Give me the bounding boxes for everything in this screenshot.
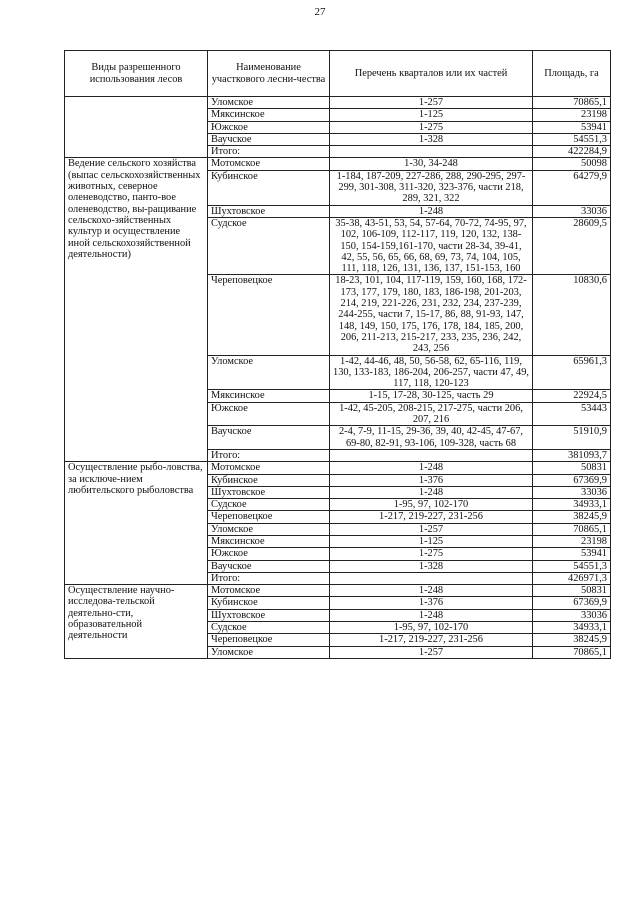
quarters-cell: 1-328 (330, 133, 533, 145)
table-row (65, 97, 611, 109)
table-body (65, 97, 611, 659)
total-area-cell: 426971,3 (533, 572, 611, 584)
area-cell: 70865,1 (533, 97, 611, 109)
total-area-cell: 422284,9 (533, 146, 611, 158)
area-cell: 10830,6 (533, 275, 611, 355)
quarters-cell: 1-257 (330, 97, 533, 109)
use-type-cell: Ведение сельского хозяйства (выпас сельскохозяйственных животных, северное оленеводство, панто-вое оленеводство, вы-ращивание сельскохо-зяйственных культур и осуществление иной сельскохозяйственной деятельности) (65, 158, 208, 462)
area-cell: 51910,9 (533, 426, 611, 450)
header-forestry-name: Наименование участкового лесни-чества (208, 51, 330, 97)
total-empty-cell (330, 449, 533, 461)
area-cell: 54551,3 (533, 560, 611, 572)
area-cell: 34933,1 (533, 499, 611, 511)
header-use: Виды разрешенного использования лесов (65, 51, 208, 97)
area-cell: 65961,3 (533, 355, 611, 390)
forestry-name-cell: Кубинское (208, 597, 330, 609)
total-area-cell: 381093,7 (533, 449, 611, 461)
quarters-cell: 1-42, 44-46, 48, 50, 56-58, 62, 65-116, 119, 130, 133-183, 186-204, 206-257, части 47, 49, 117, 118, 120-123 (330, 355, 533, 390)
area-cell: 53443 (533, 402, 611, 426)
quarters-cell: 1-257 (330, 646, 533, 658)
total-empty-cell (330, 572, 533, 584)
quarters-cell: 18-23, 101, 104, 117-119, 159, 160, 168, 172-173, 177, 179, 180, 183, 186-198, 201-203, 214, 219, 221-226, 231, 232, 234, 237-239, 244-255, части 7, 15-17, 86, 88, 91-93, 147, 148, 149, 150, 175, 176, 178, 184, 185, 200, 206, 211-213, 215-217, 233, 235, 236, 242, 243, 256 (330, 275, 533, 355)
quarters-cell: 1-95, 97, 102-170 (330, 499, 533, 511)
forestry-name-cell: Судское (208, 622, 330, 634)
forestry-name-cell: Судское (208, 217, 330, 274)
quarters-cell: 1-125 (330, 535, 533, 547)
area-cell: 50098 (533, 158, 611, 170)
quarters-cell: 1-248 (330, 486, 533, 498)
forestry-name-cell: Шухтовское (208, 609, 330, 621)
area-cell: 54551,3 (533, 133, 611, 145)
forestry-name-cell: Южское (208, 121, 330, 133)
forestry-name-cell: Мяксинское (208, 109, 330, 121)
total-label: Итого: (208, 449, 330, 461)
forestry-name-cell: Уломское (208, 523, 330, 535)
quarters-cell: 1-184, 187-209, 227-286, 288, 290-295, 297-299, 301-308, 311-320, 323-376, части 218, 289, 321, 322 (330, 170, 533, 205)
forestry-name-cell: Судское (208, 499, 330, 511)
area-cell: 70865,1 (533, 523, 611, 535)
forest-use-table (64, 50, 611, 659)
forestry-name-cell: Череповецкое (208, 511, 330, 523)
quarters-cell: 1-248 (330, 205, 533, 217)
area-cell: 22924,5 (533, 390, 611, 402)
area-cell: 67369,9 (533, 474, 611, 486)
quarters-cell: 1-275 (330, 548, 533, 560)
quarters-cell: 1-95, 97, 102-170 (330, 622, 533, 634)
quarters-cell: 1-248 (330, 462, 533, 474)
quarters-cell: 1-217, 219-227, 231-256 (330, 634, 533, 646)
forestry-name-cell: Шухтовское (208, 486, 330, 498)
area-cell: 33036 (533, 205, 611, 217)
forestry-name-cell: Уломское (208, 646, 330, 658)
table-row (65, 585, 611, 597)
page-number: 27 (314, 6, 326, 18)
area-cell: 70865,1 (533, 646, 611, 658)
area-cell: 28609,5 (533, 217, 611, 274)
total-label: Итого: (208, 572, 330, 584)
area-cell: 33036 (533, 609, 611, 621)
header-quarters: Перечень кварталов или их частей (330, 51, 533, 97)
area-cell: 34933,1 (533, 622, 611, 634)
total-label: Итого: (208, 146, 330, 158)
quarters-cell: 1-15, 17-28, 30-125, часть 29 (330, 390, 533, 402)
forestry-name-cell: Уломское (208, 355, 330, 390)
quarters-cell: 1-248 (330, 585, 533, 597)
use-type-cell (65, 97, 208, 158)
area-cell: 50831 (533, 585, 611, 597)
forestry-name-cell: Южское (208, 548, 330, 560)
total-empty-cell (330, 146, 533, 158)
quarters-cell: 1-257 (330, 523, 533, 535)
area-cell: 64279,9 (533, 170, 611, 205)
forestry-name-cell: Южское (208, 402, 330, 426)
area-cell: 67369,9 (533, 597, 611, 609)
forestry-name-cell: Ваучское (208, 560, 330, 572)
forestry-name-cell: Ваучское (208, 426, 330, 450)
area-cell: 50831 (533, 462, 611, 474)
quarters-cell: 1-125 (330, 109, 533, 121)
forestry-name-cell: Кубинское (208, 170, 330, 205)
area-cell: 38245,9 (533, 511, 611, 523)
forestry-name-cell: Мотомское (208, 158, 330, 170)
quarters-cell: 1-30, 34-248 (330, 158, 533, 170)
quarters-cell: 1-376 (330, 597, 533, 609)
quarters-cell: 1-275 (330, 121, 533, 133)
area-cell: 23198 (533, 535, 611, 547)
quarters-cell: 1-42, 45-205, 208-215, 217-275, части 206, 207, 216 (330, 402, 533, 426)
table-header-row (65, 51, 611, 97)
table-row (65, 158, 611, 170)
forestry-name-cell: Череповецкое (208, 275, 330, 355)
forestry-name-cell: Уломское (208, 97, 330, 109)
area-cell: 53941 (533, 121, 611, 133)
forestry-name-cell: Мяксинское (208, 535, 330, 547)
table-row (65, 462, 611, 474)
area-cell: 38245,9 (533, 634, 611, 646)
area-cell: 53941 (533, 548, 611, 560)
use-type-cell: Осуществление научно-исследова-тельской деятельно-сти, образовательной деятельности (65, 585, 208, 659)
forestry-name-cell: Мяксинское (208, 390, 330, 402)
quarters-cell: 35-38, 43-51, 53, 54, 57-64, 70-72, 74-95, 97, 102, 106-109, 112-117, 119, 120, 132, 138-150, 154-159,161-170, части 28-34, 39-41, 42, 55, 56, 65, 66, 68, 69, 73, 74, 104, 105, 111, 118, 126, 131, 136, 137, 151-153, 160 (330, 217, 533, 274)
quarters-cell: 2-4, 7-9, 11-15, 29-36, 39, 40, 42-45, 47-67, 69-80, 82-91, 93-106, 109-328, часть 68 (330, 426, 533, 450)
forestry-name-cell: Кубинское (208, 474, 330, 486)
quarters-cell: 1-248 (330, 609, 533, 621)
forestry-name-cell: Череповецкое (208, 634, 330, 646)
quarters-cell: 1-376 (330, 474, 533, 486)
area-cell: 23198 (533, 109, 611, 121)
forestry-name-cell: Ваучское (208, 133, 330, 145)
quarters-cell: 1-217, 219-227, 231-256 (330, 511, 533, 523)
quarters-cell: 1-328 (330, 560, 533, 572)
header-area: Площадь, га (533, 51, 611, 97)
forestry-name-cell: Мотомское (208, 585, 330, 597)
forestry-name-cell: Шухтовское (208, 205, 330, 217)
use-type-cell: Осуществление рыбо-ловства, за исключе-нием любительского рыболовства (65, 462, 208, 585)
area-cell: 33036 (533, 486, 611, 498)
forestry-name-cell: Мотомское (208, 462, 330, 474)
